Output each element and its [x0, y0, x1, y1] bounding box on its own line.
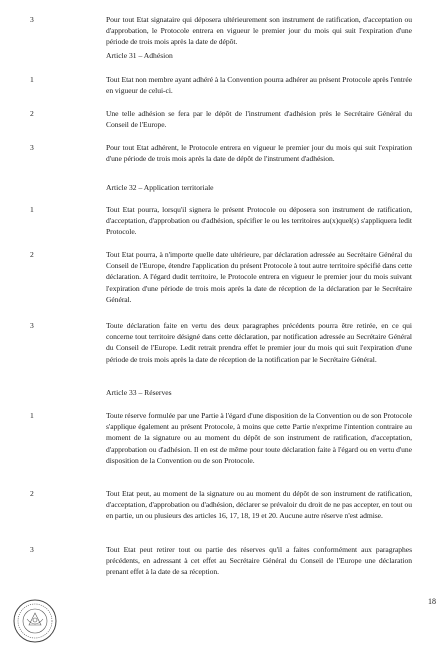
- paragraph-number: 2: [30, 109, 34, 118]
- paragraph-text: Toute déclaration faite en vertu des deux paragraphes précédents pourra être retirée, en ce qui concerne tout territoire désigné dans cette déclaration, par notification adressée au Secrétaire Général du Conseil de l'Europe. Ledit retrait prendra effet le premier jour du mois qui suit l'expiration d'une période de trois mois après la date de réception de la notification par le Secrétaire Général.: [106, 321, 412, 364]
- paragraph-text: Pour tout Etat signataire qui déposera ultérieurement son instrument de ratification, d'acceptation ou d'approbation, le Protocole entrera en vigueur le premier jour du mois qui suit l'expiration d'une période de trois mois après la date de dépôt.: [106, 15, 412, 47]
- paragraph-text: Tout Etat pourra, à n'importe quelle date ultérieure, par déclaration adressée au Secrétaire Général du Conseil de l'Europe, étendre l'application du présent Protocole à tout autre territoire spécifié dans cette déclaration. A l'égard dudit territoire, le Protocole entrera en vigueur le premier jour du mois suivant l'expiration d'une période de trois mois après la date de réception de la déclaration par le Secrétaire Général.: [106, 250, 412, 304]
- article-31-heading: Article 31 – Adhésion: [106, 51, 173, 60]
- article-32-heading: Article 32 – Application territoriale: [106, 183, 214, 192]
- paragraph-number: 3: [30, 143, 34, 152]
- paragraph-number: 1: [30, 411, 34, 420]
- paragraph-number: 1: [30, 205, 34, 214]
- paragraph-number: 2: [30, 489, 34, 498]
- paragraph-number: 3: [30, 15, 34, 24]
- paragraph-number: 1: [30, 75, 34, 84]
- page-number: 18: [428, 597, 436, 606]
- paragraph-text: Toute réserve formulée par une Partie à l'égard d'une disposition de la Convention ou de son Protocole s'applique également au présent Protocole, à moins que cette Partie n'exprime l'intention contraire au moment de la signature ou au moment du dépôt de son instrument de ratification, d'acceptation, d'approbation ou d'adhésion. Il en est de même pour toute déclaration faite à l'égard ou en vertu d'une disposition de la Convention ou de son Protocole.: [106, 411, 412, 465]
- paragraph-number: 3: [30, 545, 34, 554]
- paragraph-number: 3: [30, 321, 34, 330]
- paragraph-text: Tout Etat peut, au moment de la signature ou au moment du dépôt de son instrument de ratification, d'acceptation, d'approbation ou d'adhésion, déclarer se prévaloir du droit de ne pas accepter, en tout ou en partie, un ou plusieurs des articles 16, 17, 18, 19 et 20. Aucune autre réserve n'est admise.: [106, 489, 412, 521]
- official-seal-icon: [12, 598, 58, 644]
- paragraph-text: Tout Etat peut retirer tout ou partie des réserves qu'il a faites conformément aux paragraphes précédents, en adressant à cet effet au Secrétaire Général du Conseil de l'Europe une déclaration prenant effet à la date de sa réception.: [106, 545, 412, 577]
- paragraph-text: Pour tout Etat adhérent, le Protocole entrera en vigueur le premier jour du mois qui suit l'expiration d'une période de trois mois après la date de dépôt de l'instrument d'adhésion.: [106, 143, 412, 164]
- article-33-heading: Article 33 – Réserves: [106, 388, 172, 397]
- paragraph-number: 2: [30, 250, 34, 259]
- paragraph-text: Une telle adhésion se fera par le dépôt de l'instrument d'adhésion près le Secrétaire Général du Conseil de l'Europe.: [106, 109, 412, 130]
- paragraph-text: Tout Etat non membre ayant adhéré à la Convention pourra adhérer au présent Protocole après l'entrée en vigueur de celui-ci.: [106, 75, 412, 96]
- paragraph-text: Tout Etat pourra, lorsqu'il signera le présent Protocole ou déposera son instrument de ratification, d'acceptation, d'approbation ou d'adhésion, spécifier le ou les territoires au(x)quel(s) s'appliquera ledit Protocole.: [106, 205, 412, 237]
